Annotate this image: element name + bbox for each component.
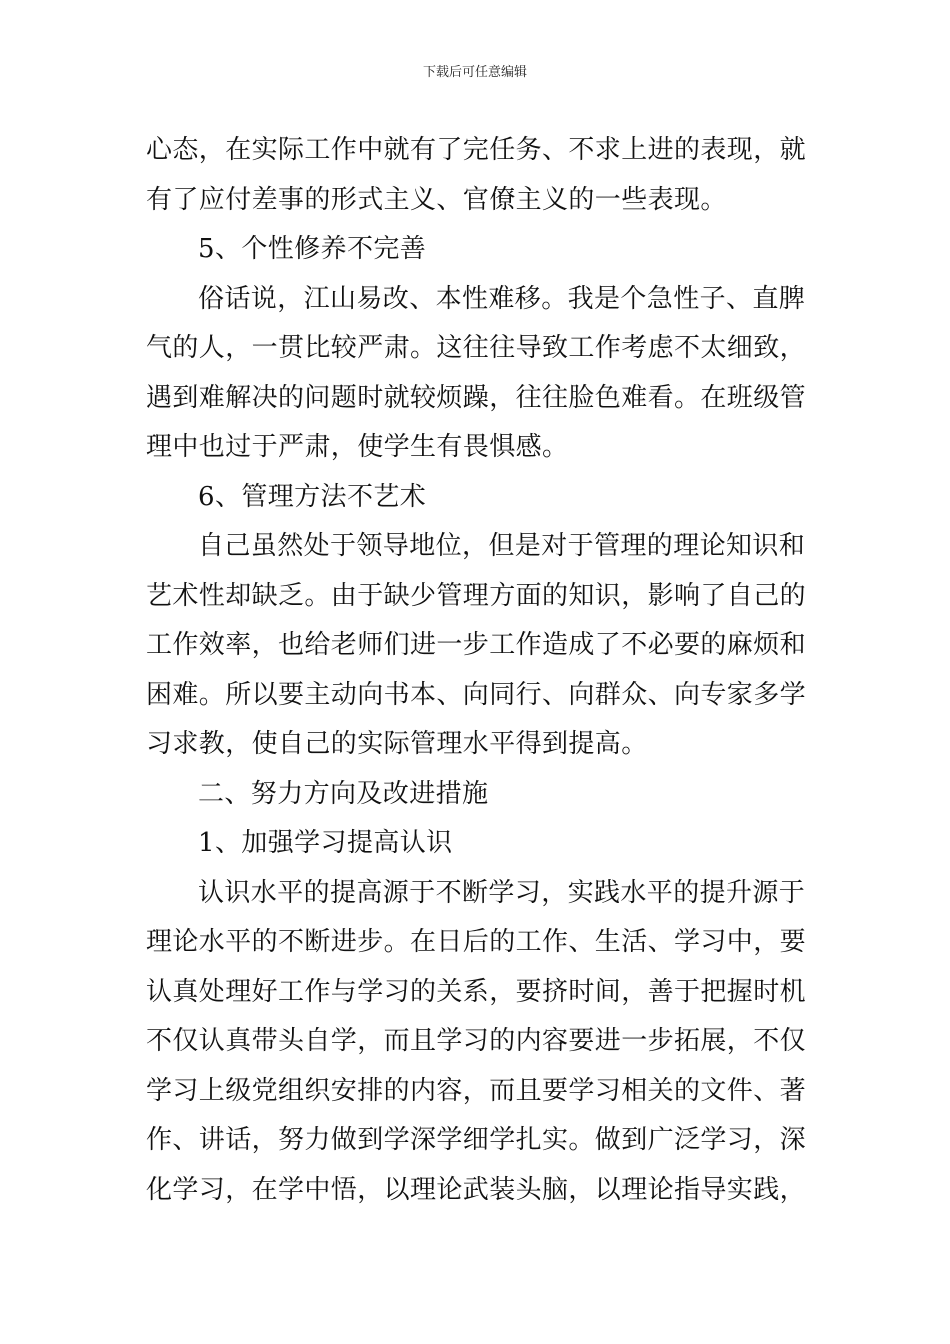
text-line: 习求教，使自己的实际管理水平得到提高。 (146, 729, 648, 759)
text-line: 作、讲话，努力做到学深学细学扎实。做到广泛学习，深 (146, 1125, 807, 1155)
text-line: 自己虽然处于领导地位，但是对于管理的理论知识和 (198, 531, 806, 561)
text-line: 理论水平的不断进步。在日后的工作、生活、学习中，要 (146, 927, 807, 957)
section-heading: 1、加强学习提高认识 (198, 828, 453, 858)
text-line: 心态，在实际工作中就有了完任务、不求上进的表现，就 (146, 135, 807, 165)
section-heading: 二、努力方向及改进措施 (198, 778, 489, 809)
text-line: 理中也过于严肃，使学生有畏惧感。 (146, 432, 569, 462)
text-line: 工作效率，也给老师们进一步工作造成了不必要的麻烦和 (146, 630, 807, 660)
header-note: 下载后可任意编辑 (422, 65, 527, 80)
text-line: 学习上级党组织安排的内容，而且要学习相关的文件、著 (146, 1075, 807, 1106)
text-line: 认识水平的提高源于不断学习，实践水平的提升源于 (198, 877, 806, 908)
section-heading: 5、个性修养不完善 (198, 234, 427, 264)
text-line: 气的人，一贯比较严肃。这往往导致工作考虑不太细致， (146, 333, 807, 363)
text-line: 有了应付差事的形式主义、官僚主义的一些表现。 (146, 184, 727, 215)
text-line: 艺术性却缺乏。由于缺少管理方面的知识，影响了自己的 (146, 580, 807, 611)
text-line: 困难。所以要主动向书本、向同行、向群众、向专家多学 (146, 679, 807, 710)
document-body (146, 126, 811, 1215)
text-line: 遇到难解决的问题时就较烦躁，往往脸色难看。在班级管 (146, 382, 807, 413)
section-heading: 6、管理方法不艺术 (198, 481, 427, 512)
text-line: 俗话说，江山易改、本性难移。我是个急性子、直脾 (198, 283, 806, 314)
text-line: 认真处理好工作与学习的关系，要挤时间，善于把握时机 (146, 976, 807, 1007)
text-line: 化学习，在学中悟，以理论武装头脑，以理论指导实践， (146, 1174, 807, 1205)
text-line: 不仅认真带头自学，而且学习的内容要进一步拓展，不仅 (146, 1026, 807, 1056)
